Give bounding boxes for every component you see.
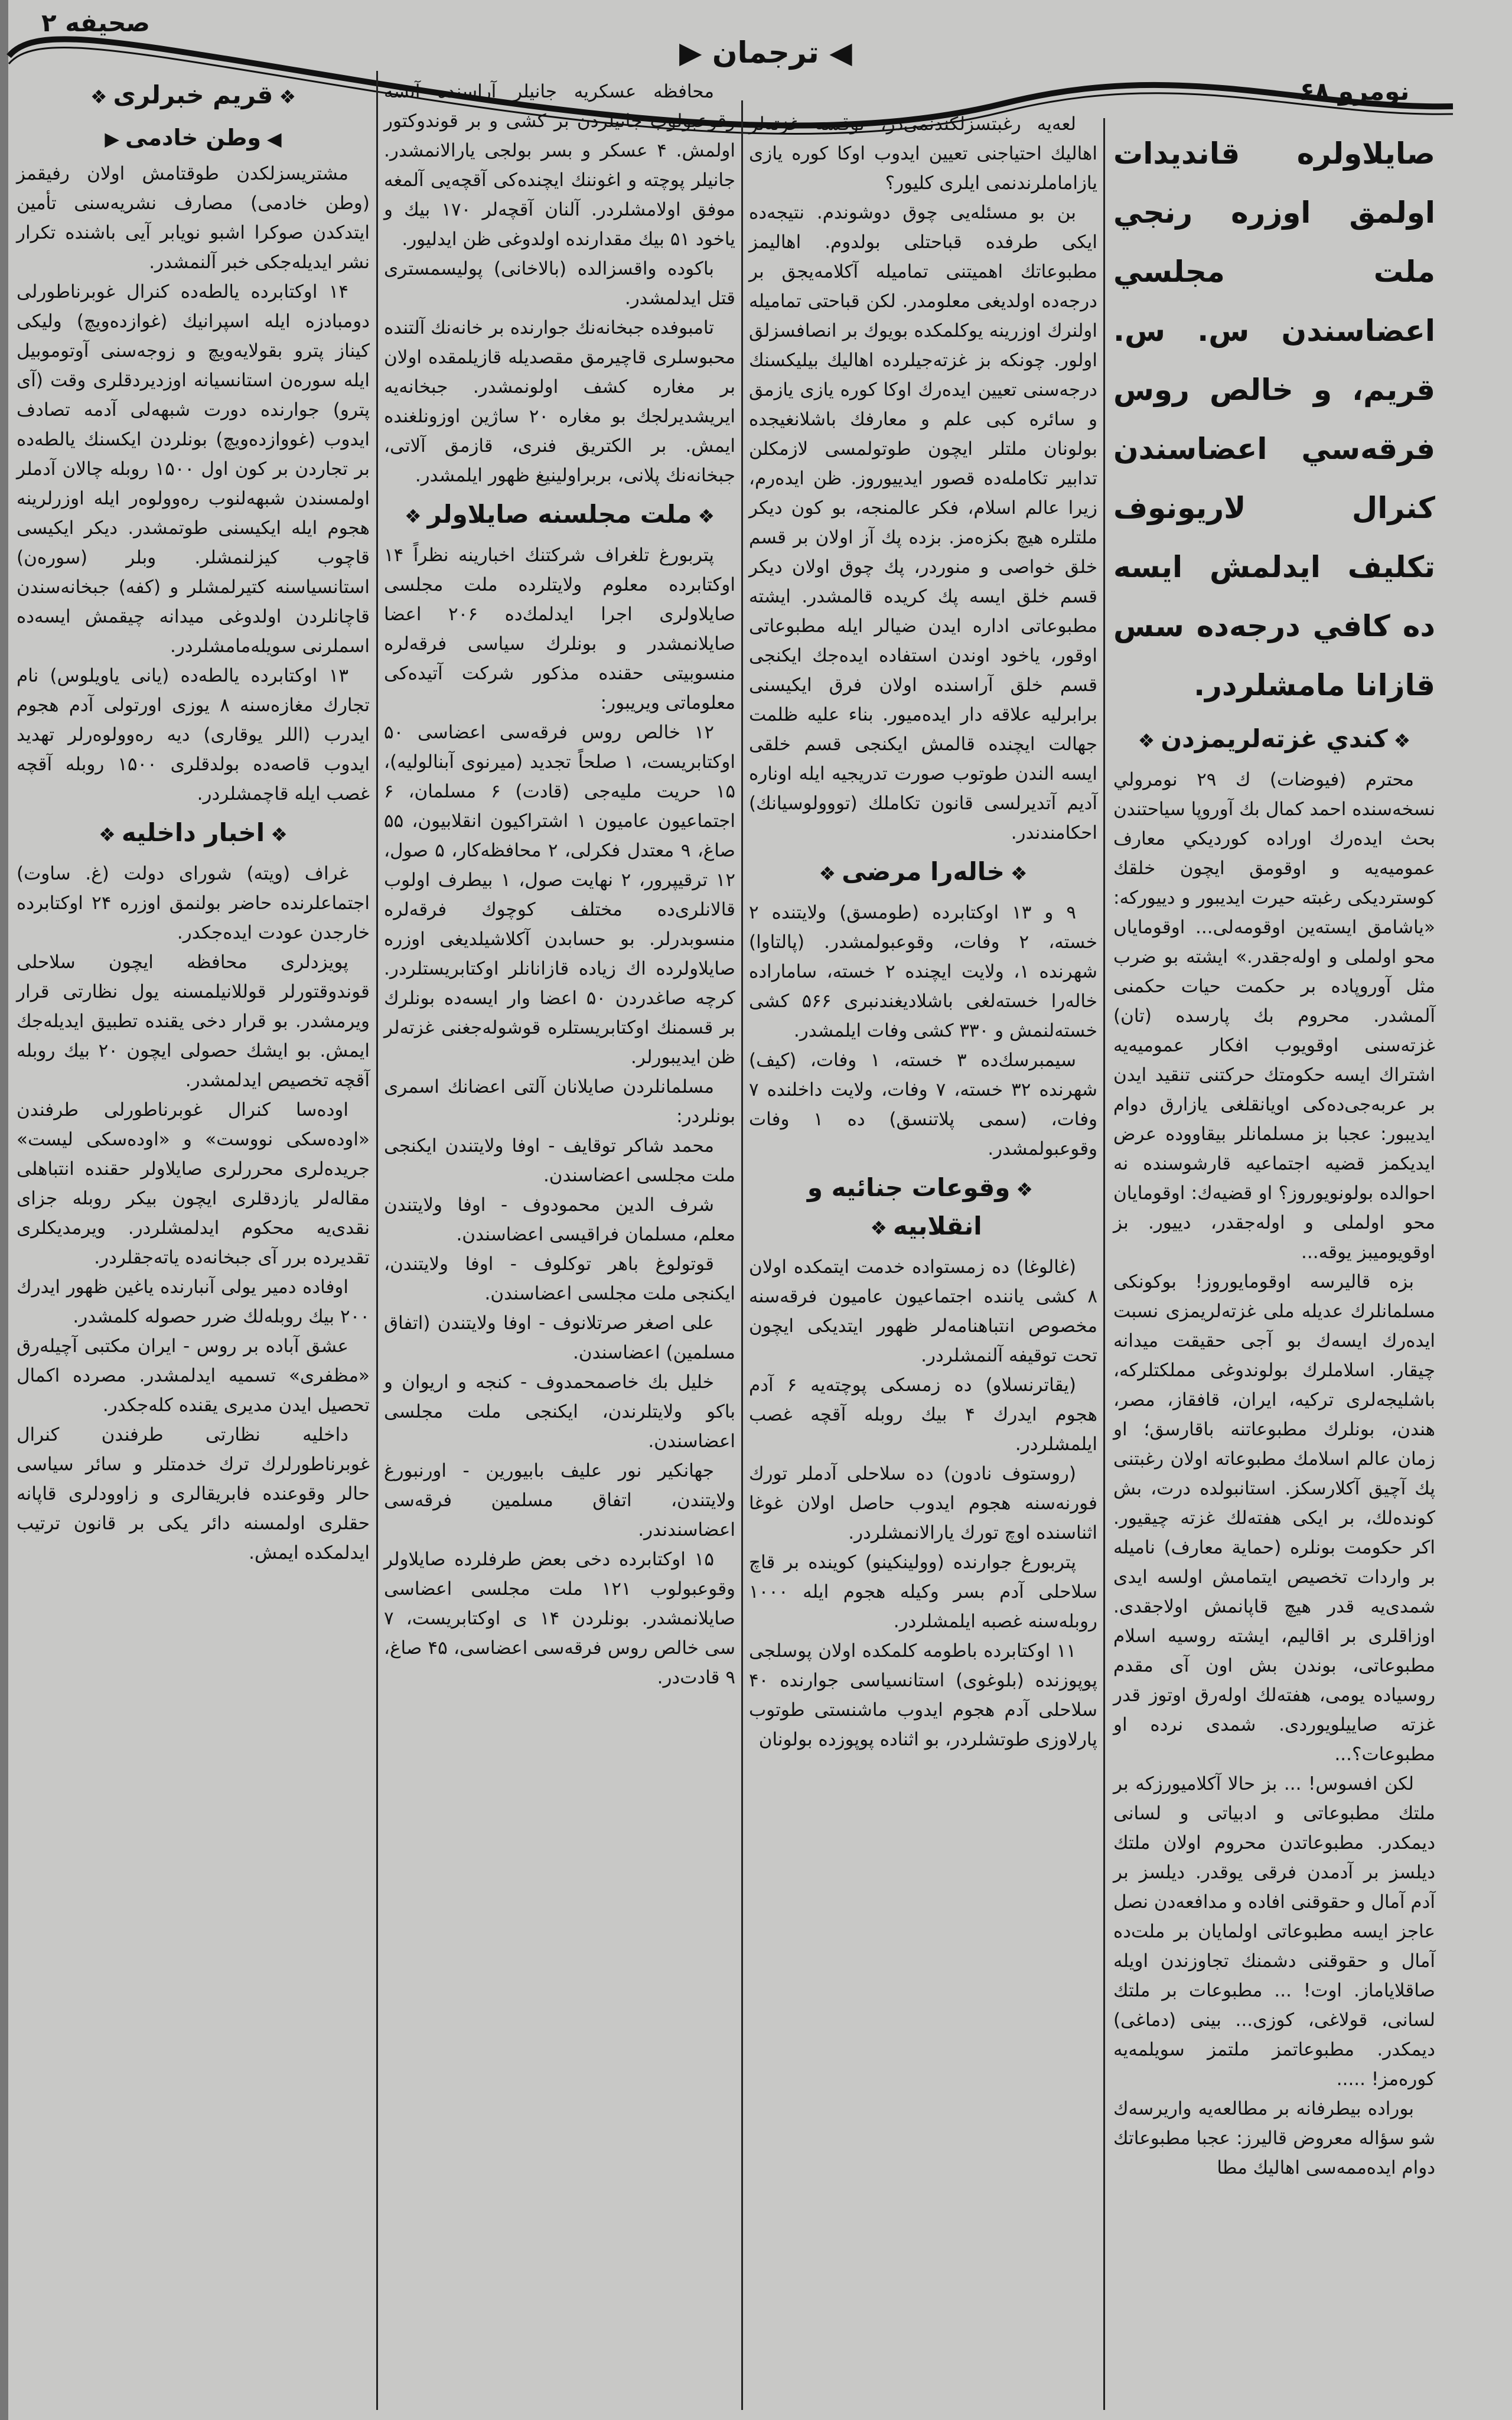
section-heading: ❖قريم خبرلری❖ (17, 77, 370, 115)
ornament-icon: ❖ (279, 86, 296, 108)
lead-article: صايلاولره قانديدات اولمق اوزره رنجي ملت مجلسي اعضاسندن س. س. قريم، و خالص روس فرقه‌سي اعضاسندن كنرال لاريونوف تكليف ايدلمش ايسه ده كافي درجه‌ده سس قازانا مامشلردر. (1113, 136, 1435, 702)
column-4 (17, 71, 370, 1568)
paragraph: ۱۴ اوكتابرده يالطه‌ده كنرال غوبرناطورلی دومبادزه ايله اسپرانيك (غوازده‌ويچ) وليكی كيناز پترو بقولايه‌ويچ و زوجه‌سنی آوتوموبيل ايله سوره‌ن استانسيانه اوزديردقلری وقت (آی پترو) جوارنده دورت شبهه‌لی آدمه تصادف ايدوب (غووازده‌ويچ) بونلردن ايكسنك يالطه‌ده بر تجاردن بر كون اول ۱۵۰۰ روبله چالان آدملر اولمسندن شبهه‌لنوب ره‌وولوه‌ر ايله اوزرلرينه هجوم ايله ايكيسنی طوتمشدر. ديكر ايكيسی قاچوب كيزلنمشلر. وبلر (سوره‌ن) استانسياسنه كتيرلمشلر و (كفه) جبخانه‌سندن قاچانلردن اولدوغی ميدانه چيقمش ايسه‌ده اسملرنی سويله‌مامشلردر. (17, 281, 370, 657)
section-heading: ❖ملت مجلسنه صايلاولر❖ (384, 496, 735, 535)
paragraph: ۹ و ۱۳ اوكتابرده (طومسق) ولايتنده ۲ خسته، ۲ وفات، وقوعبولمشدر. (پالتاوا) شهرنده ۱، ولايت ايچنده ۲ خسته، ساماراده خاله‌را خسته‌لغی باشلاديغندنبری ۵۶۶ كشی خسته‌لنمش و ۳۳۰ كشی وفات ايلمشدر. (749, 902, 1098, 1041)
column-2 (749, 109, 1097, 1754)
paragraph: محمد شاكر توقايف - اوفا ولايتندن ايكنجی ملت مجلسی اعضاسندن. (384, 1135, 735, 1186)
paragraph: ۱۱ اوكتابرده باطومه كلمكده اولان پوسلجی پوپوزنده (بلوغوی) استانسياسی جوارنده ۴۰ سلاحلی آدم هجوم ايدوب ماشنستی طوتوب پارلاوزی طوتشلردر، بو اثناده پوپوزده بولونان (749, 1640, 1097, 1750)
paragraph: پتربورغ تلغراف شركتنك اخبارينه نظراً ۱۴ اوكتابرده معلوم ولايتلرده ملت مجلسی صايلاولری اجرا ايدلمك‌ده ۲۰۶ اعضا صايلانمشدر و بونلرك سياسی فرقه‌لره منسوبيتی حقنده مذكور شركت آتيده‌كی معلوماتی ويريبور: (384, 545, 735, 714)
section-heading: ❖كندي غزته‌لريمزدن❖ (1113, 721, 1435, 759)
ornament-icon: ▶ (679, 35, 702, 70)
paragraph: (غالوغا) ده زمستواده خدمت ايتمكده اولان ۸ كشی ياننده اجتماعيون عاميون فرقه‌سنه مخصوص انتباهنامه‌لر ظهور ايتديكی ايچون تحت توقيفه آلنمشلردر. (749, 1256, 1097, 1366)
ornament-icon: ❖ (404, 505, 422, 527)
paragraph: ۱۵ اوكتابرده دخی بعض طرفلرده صايلاولر وقوعبولوب ۱۲۱ ملت مجلسی اعضاسی صايلانمشدر. بونلردن ۱۴ ی اوكتابريست، ۷ سی خالص روس فرقه‌سی اعضاسی، ۴۵ صاغ، ۹ قادت‌در. (384, 1549, 735, 1688)
ornament-icon: ❖ (1393, 729, 1411, 752)
paragraph: اوده‌سا كنرال غوبرناطورلی طرفندن «اوده‌سكی نووست» و «اوده‌سكی ليست» جريده‌لری محررلری صايلاولر حقنده انتباهلی مقاله‌لر يازدقلری ايچون بيكر روبله جزای نقدی‌يه محكوم ايدلمشلردر. ويرمديكلری تقديرده برر آی جبخانه‌ده ياته‌جقلردر. (17, 1099, 370, 1268)
paragraph: محافظه عسكريه جانيلر آراسنده آتشه وقوعبولوب جانيلردن بر كشی و بر قوندوكتور اولمش. ۴ عسكر و بسر بولجی يارالانمشدر. جانيلر پوچته و اغوننك ايچنده‌كی آقچه‌يی آلمغه موفق اولامشلردر. آلنان آقچه‌لر ۱۷۰ بيك و ياخود ۵۱ بيك مقدارنده اولدوغی ظن ايدليور. (384, 81, 736, 250)
paragraph: پويزدلری محافظه ايچون سلاحلی قوندوقتورلر قوللانيلمسنه يول نظارتی قرار ويرمشدر. بو قرار دخی يقنده تطبيق ايديله‌جك ايمش. بو ايشك حصولی ايچون ۲۰ بيك روبله آقچه تخصيص ايدلمشدر. (17, 952, 370, 1091)
paragraph: بن بو مسئله‌يی چوق دوشوندم. نتيجه‌ده ايكی طرفده قباحتلی بولدوم. اهاليمز مطبوعاتك اهميتنی تماميله آكلامه‌يجق بر درجه‌ده اولديغی معلومدر. لكن قباحتی تماميله اولنرك اوزرينه يوكلمكده بويوك بر انصافسزلق اولور. چونكه بز غزته‌جيلرده اهاليك بيليكسنك درجه‌سنی تعيين ايده‌رك اوكا كوره يازی يازمق و سائره كبی علم و معارفك باشلانغيجده بولونان ملتلر ايچون طوتولمسی لازمكلن تدابير تكامله‌ده قصور ايدييوروز. ظن ايده‌رم، زيرا عالم اسلام، فكر عالمنجه، بو كون ديكر ملتلره هيچ بكزه‌مز. بزده پك آز اولان بر قسم خلق خواصی و منوردر، پك چوق اولان ديكر قسم خلق ايسه پك كريده قالمشدر. ايشته مطبوعاتی اداره ايدن ضيالر ايله مطبوعاتی اوقور، ياخود اوندن استفاده ايده‌جك ايكنجی قسم خلق آراسنده اولان فرق ايكيسنی برابرليه علاقه دار ايده‌ميور. بناء عليه ظلمت جهالت ايچنده قالمش ايكنجی قسم خلقی ايسه الندن طوتوب صورت تدريجيه ايله اوناره آديم آتديرلسی قانون تكاملك (تووولوسيانك) احكامندندر. (749, 202, 1097, 843)
paragraph: (يقاترنسلاو) ده زمسكی پوچته‌يه ۶ آدم هجوم ايدرك ۴ بيك روبله آقچه غصب ايلمشلردر. (749, 1375, 1098, 1455)
paragraph: غراف (ويته) شورای دولت (غ. ساوت) اجتماعلرنده حاضر بولنمق اوزره ۲۴ اوكتابرده خارجدن عودت ايده‌جكدر. (17, 863, 370, 943)
paragraph: لعه‌يه رغبتسزلكندنمی‌در، يوقسه غزته‌لر اهاليك احتياجنی تعيين ايدوب اوكا كوره يازی يازاماملرندنمی ايلری كليور؟ (749, 113, 1097, 194)
paragraph: ۱۳ اوكتابرده يالطه‌ده (يانی ياويلوس) نام تجارك مغازه‌سنه ۸ يوزی اورتولی آدم هجوم ايدرب (اللر يوقاری) ديه ره‌وولوه‌رلر تهديد ايدوب قاصه‌ده بولدقلری ۱۵۰۰ روبله آقچه غصب ايله قاچمشلردر. (17, 665, 370, 805)
ornament-icon: ◀ (266, 128, 282, 150)
ornament-icon: ❖ (698, 505, 715, 527)
page-edge (0, 0, 8, 2420)
paragraph: جهانكير نور عليف بابيورين - اورنبورغ ولايتندن، اتفاق مسلمين فرقه‌سی اعضاسندندر. (384, 1460, 735, 1540)
paragraph: علی اصغر صرتلانوف - اوفا ولايتندن (اتفاق مسلمين) اعضاسندن. (384, 1312, 735, 1363)
ornament-icon: ◀ (829, 35, 852, 70)
section-heading: ❖وقوعات جنائيه و انقلابيه❖ (749, 1170, 1097, 1246)
paragraph: شرف الدين محمودوف - اوفا ولايتندن معلم، مسلمان فراقيسی اعضاسندن. (384, 1194, 735, 1245)
paragraph: پتربورغ جوارنده (وولينكينو) كوينده بر قاچ سلاحلی آدم بسر وكيله هجوم ايله ۱۰۰۰ روبله‌سنه غصبه ايلمشلردر. (749, 1552, 1097, 1632)
ornament-icon: ❖ (271, 823, 288, 846)
ornament-icon: ❖ (819, 862, 836, 885)
paragraph: قوتولوغ باهر توكلوف - اوفا ولايتندن، ايكنجی ملت مجلسی اعضاسندن. (384, 1253, 735, 1304)
paragraph: داخليه نظارتی طرفندن كنرال غوبرناطورلرك ترك خدمتلر و سائر سياسی حالر وقوعنده فابريقالری و زاوودلری قاپانه حقلری اولمسنه دائر يكی بر قانون ترتيب ايدلمكده ايمش. (17, 1424, 370, 1564)
paragraph: باكوده واقسزالده (بالاخانی) پوليسمستری قتل ايدلمشدر. (384, 258, 735, 309)
ornament-icon: ❖ (1016, 1178, 1034, 1201)
paragraph: ۱۲ خالص روس فرقه‌سی اعضاسی ۵۰ اوكتابريست، ۱ صلحاً تجديد (ميرنوی آبنالوليه)، ۱۵ حريت مليه‌جی (قادت) ۶ مسلمان، ۶ اجتماعيون عاميون ۱ اشتراكيون انقلابيون، ۵۵ صاغ، ۹ معتدل فكرلی، ۲ محافظه‌كار، ۵ صول، ۱۲ ترقيپرور، ۲ نهايت صول، ۱ بيطرف اولوب قالانلری‌ده مختلف كوچوك فرقه‌لره منسوبدرلر. بو حسابدن آكلاشيلديغی اوزره صايلاولرده اك زياده قازانانلر اوكتابريستلردر. كرچه صاغدردن ۵۰ اعضا وار ايسه‌ده بونلرك بر قسمنك اوكتابريستلره قوشوله‌جغنی غزته‌لر ظن ايديبورلر. (384, 722, 736, 1068)
newspaper-title: ◀ ترجمان ▶ (679, 35, 852, 70)
paragraph: خليل بك خاصمحمدوف - كنجه و اريوان و باكو ولايتلرندن، ايكنجی ملت مجلسی اعضاسندن. (384, 1372, 735, 1452)
paragraph: بوراده بيطرفانه بر مطالعه‌يه واريرسه‌ك شو سؤاله معروض قاليرز: عجبا مطبوعاتك دوام ايده‌ممه‌سی اهاليك مطا (1113, 2098, 1435, 2178)
column-1 (1113, 124, 1435, 2183)
section-heading: ❖اخبار داخليه❖ (17, 815, 370, 853)
paragraph: محترم (فيوضات) ك ٢٩ نومرولي نسخه‌سنده احمد كمال بك آوروپا سياحتندن بحث ايده‌رك اوراده كورديكي معارف عموميه‌يه و اوقومق ايچون خلقك كوستردیكی رغبته حيرت ايديبور و دييوركه: «ياشامق ايستەين اوقومه‌لی... اوقوماياں محو اولملی و اوله‌جقدر.» ايشته بو ضرب مثل آوروپاده بر حكمت حيات حكمنی آلمشدر. محروم بك پارسده (تان) غزته‌سنی اوقويوب افكار عموميه‌يه اشتراك ايسه حكومتك حركتنی تنقيد ايدن بر عربه‌جی‌ده‌كی اويانقلغی يازارق دوام ايديبور: عجبا بز مسلمانلر بيقاووده عرض ايديكمز قضيه اجتماعيه قارشوسنده نه احوالده بولونويوروز؟ او قضيه‌ك: اوقومايان محو اولملی و اوله‌جقدر، دييور. بز اوقويوميبز يوقه... (1113, 769, 1435, 1263)
paragraph: بزه قاليرسه اوقومايوروز! بوكونكی مسلمانلرك عديله ملی غزته‌لريمزی نسبت ايده‌رك ايسه‌ك بو آجی حقيقت ميدانه چيقار. اسلاملرك بولوندوغی مملكتلركه، باشليجه‌لری تركيه، ايران، قافقاز، مصر، هندن، بونلرك مطبوعاتنه باقارسق؛ او زمان عالم اسلامك مطبوعاته اولان رغبتنی پك آچيق آكلارسكز. استانبولده درت، بش كونده‌لك، بر ايكی هفته‌لك غزته چيقيور. اكر حكومت بونلره (حماية معارف) ناميله بر واردات تخصيص ايتمامش اولسه ايدی شمدی‌يه قدر هيچ قاپانمش اولاجقدی. اوزاقلری بر اقاليم، ايشته روسيه اسلام مطبوعاتی، بوندن بش اون آی مقدم روسياده يومی، هفته‌لك اوله‌رق اوتوز قدر غزته صاييلويوردی. شمدی نرده او مطبوعات؟... (1113, 1271, 1435, 1765)
ornament-icon: ❖ (870, 1217, 887, 1239)
page-number: صحيفه ۲ (41, 8, 150, 37)
ornament-icon: ❖ (90, 86, 107, 108)
column-3 (384, 77, 735, 1692)
column-divider (741, 100, 743, 2410)
paragraph: لكن افسوس! ... بز حالا آكلاميورزكه بر ملتك مطبوعاتی و ادبياتی و لسانی ديمكدر. مطبوعاتدن محروم اولان ملتك ديلسز بر آدمدن فرقی يوقدر. ديلسز بر آدم آمال و حقوقنی افاده و مدافعه‌دن نصل عاجز ايسه مطبوعاتی اولمايان بر ملت‌ده آمال و حقوقنی دشمنك تجاوزندن اويله صاقلاياماز. اوت! ... مطبوعات بر ملتك لسانی، قولاغی، كوزی... بينی (دماغی) ديمكدر. مطبوعاتمز ملتمز سويلمه‌يه كوره‌مز! ..... (1113, 1773, 1435, 2090)
section-heading: ❖خاله‌را مرضی❖ (749, 854, 1097, 892)
paragraph: (روستوف نادون) ده سلاحلی آدملر تورك فورنه‌سنه هجوم ايدوب حاصل اولان غوغا اثناسنده اوچ تورك يارالانمشلردر. (749, 1463, 1097, 1543)
ornament-icon: ❖ (1138, 729, 1155, 752)
paragraph: تامبوفده جبخانه‌نك جوارنده بر خانه‌نك آلتنده محبوسلری قاچيرمق مقصديله قازيلمقده اولان بر مغاره كشف اولونمشدر. جبخانه‌يه ايريشديرلجك بو مغاره ۲۰ ساژين اوزونلغنده ايمش. بر الكتريق فنری، قازمق آلاتی، جبخانه‌نك پلانی، بربراولينيغ ظهور ايلمشدر. (384, 317, 736, 486)
paragraph: عشق آباده بر روس - ايران مكتبی آچيله‌رق «مظفری» تسميه ايدلمشدر. مصرده اكمال تحصيل ايدن مديری يقنده كله‌جكدر. (17, 1336, 370, 1416)
paragraph: مسلمانلردن صايلانان آلتی اعضانك اسمری بونلردر: (384, 1076, 735, 1127)
column-divider (1103, 118, 1105, 2410)
issue-number: نومرو ۶۸ (1299, 77, 1410, 106)
ornament-icon: ❖ (99, 823, 116, 846)
column-divider (376, 71, 378, 2410)
paragraph: اوفاده دمير يولی آنبارنده ياغين ظهور ايدرك ۲۰۰ بيك روبله‌لك ضرر حصوله كلمشدر. (17, 1276, 370, 1327)
ornament-icon: ▶ (105, 128, 120, 150)
ornament-icon: ❖ (1010, 862, 1028, 885)
sub-heading: ◀وطن خادمی▶ (17, 121, 370, 155)
paragraph: مشتريسزلكدن طوقتامش اولان رفيقمز (وطن خادمی) مصارف نشريه‌سنی تأمين ايتدكدن صوكرا اشبو نويابر آيی باشنده تكرار نشر ايديله‌جكی خبر آلنمشدر. (17, 163, 370, 273)
paragraph: سيمبرسك‌ده ۳ خسته، ۱ وفات، (كيف) شهرنده ۳۲ خسته، ۷ وفات، ولايت داخلنده ۷ وفات، (سمی پلاتنسق) ده ۱ وفات وقوعبولمشدر. (749, 1050, 1097, 1159)
